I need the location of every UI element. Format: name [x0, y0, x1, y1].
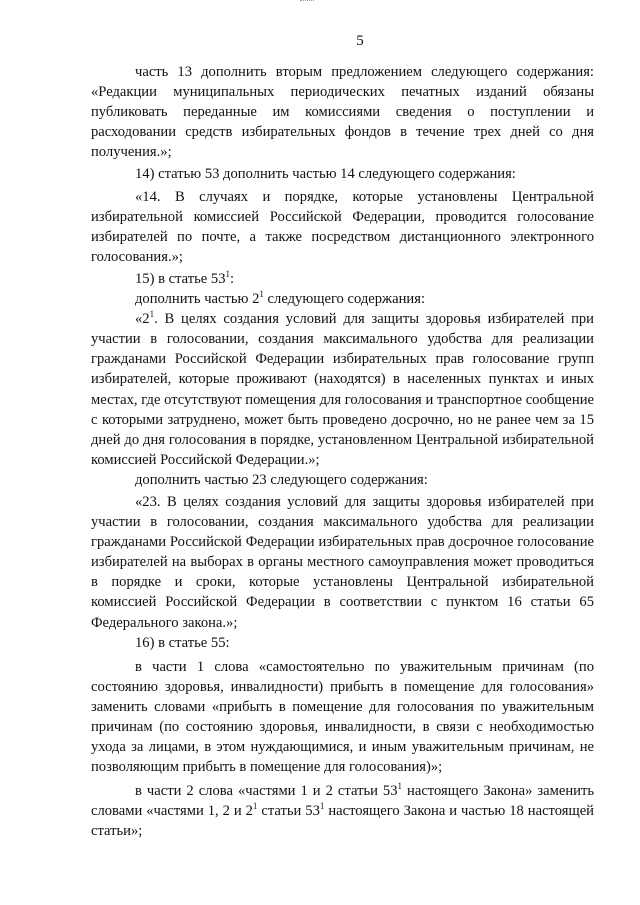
text-segment: в части 1 слова «самостоятельно по уважительным причинам (по состоянию здоровья, инвалидности) прибыть в помещение для голосования» заменить словами «прибыть в помещение для голосования по уважительным причинам (по состоянию здоровья, инвалидности, в связи с необходимостью ухода за лицами, в этом нуждающимися, и иным уважительным причинам, не позволяющим прибыть в помещение для голосования)»;: [91, 658, 594, 776]
text-segment: дополнить частью 2: [135, 291, 260, 308]
text-segment: в части 2 слова «частями 1 и 2 статьи 53: [135, 783, 398, 800]
text-segment: «14. В случаях и порядке, которые установлены Центральной избирательной комиссией Российской Федерации, проводится голосование избирателей по почте, а также посредством дистанционного электронного голосования.»;: [91, 188, 594, 265]
page-number: 5: [356, 33, 364, 49]
superscript: 1: [259, 289, 264, 300]
superscript: 1: [149, 309, 155, 320]
text-segment: статьи 53: [257, 803, 320, 820]
paragraph-p6: [91, 309, 594, 470]
text-segment: настоящего Закона и частью 18 настоящей статьи»;: [91, 803, 594, 840]
paragraph-p9: [91, 633, 594, 653]
paragraph-p5: [91, 289, 594, 309]
superscript: 1: [397, 781, 403, 792]
text-segment: 14) статью 53 дополнить частью 14 следующего содержания:: [135, 166, 516, 183]
scan-mark: [300, 0, 314, 3]
paragraph-p3: [91, 187, 594, 267]
paragraph-p7: [91, 470, 594, 490]
superscript: 1: [225, 269, 231, 280]
document-body: [91, 62, 594, 842]
text-segment: «23. В целях создания условий для защиты здоровья избирателей при участии в голосовании, создания максимального удобства для реализации гражданами Российской Федерации избирательных прав досрочное голосование избирателей на выборах в органы местного самоуправления может проводиться в порядке и сроки, которые установлены Центральной избирательной комиссией Российской Федерации в соответствии с пунктом 16 статьи 65 Федерального закона.»;: [91, 493, 594, 631]
paragraph-p10: [91, 657, 594, 778]
paragraph-p4: [91, 269, 594, 289]
text-segment: часть 13 дополнить вторым предложением следующего содержания: «Редакции муниципальных периодических печатных изданий обязаны публиковать переданные им комиссиями сведения о поступлении и расходовании средств избирательных фондов в течение трех дней со дня получения.»;: [91, 64, 594, 161]
text-segment: . В целях создания условий для защиты здоровья избирателей при участии в голосовании, создания максимального удобства для реализации гражданами Российской Федерации избирательных прав голосование групп избирателей, которые проживают (находятся) в населенных пунктах и иных местах, где отсутствуют помещения для голосования и транспортное сообщение с которыми затруднено, может быть проведено досрочно, но не ранее чем за 15 дней до дня голосования в порядке, установленном Центральной избирательной комиссией Российской Федерации.»;: [91, 311, 594, 468]
text-segment: :: [230, 270, 235, 287]
superscript: 1: [319, 801, 325, 812]
text-segment: 16) в статье 55:: [135, 634, 230, 651]
paragraph-p2: [91, 164, 594, 184]
text-segment: 15) в статье 53: [135, 270, 226, 287]
paragraph-p8: [91, 492, 594, 633]
text-segment: «2: [135, 311, 150, 328]
paragraph-p11: [91, 781, 594, 841]
text-segment: настоящего Закона» заменить словами «частями 1, 2 и 2: [91, 783, 594, 820]
paragraph-p1: [91, 62, 594, 162]
text-segment: следующего содержания:: [263, 291, 426, 308]
text-segment: дополнить частью 23 следующего содержания:: [135, 471, 428, 488]
superscript: 1: [252, 801, 258, 812]
